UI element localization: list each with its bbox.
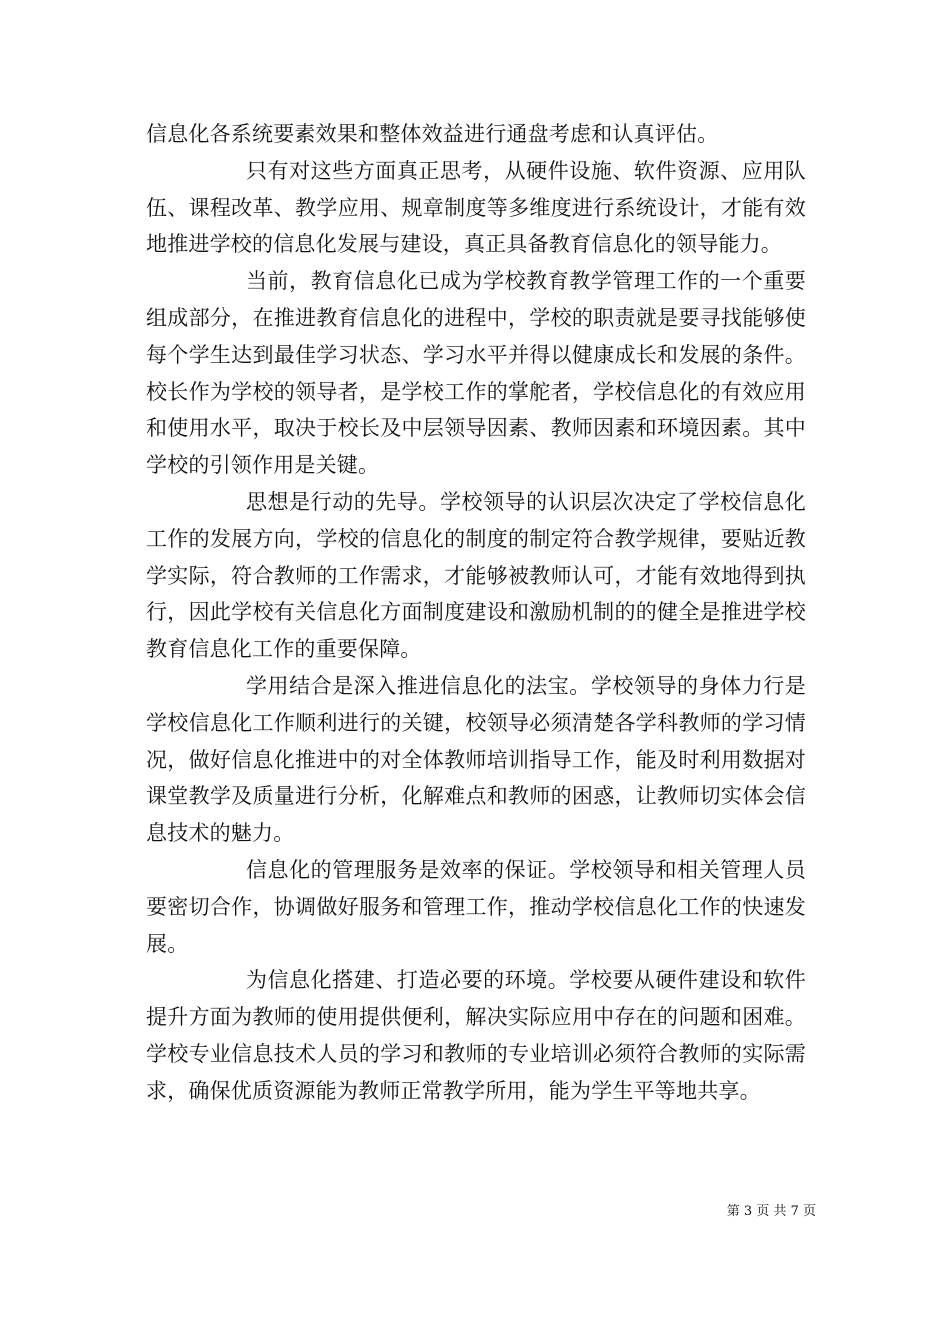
paragraph-environment: 为信息化搭建、打造必要的环境。学校要从硬件建设和软件提升方面为教师的使用提供便利，解决实际应用中存在的问题和困难。学校专业信息技术人员的学习和教师的专业培训必须符合教师的实际需求，确保优质资源能为教师正常教学所用，能为学生平等地共享。	[146, 968, 806, 1103]
document-body	[146, 116, 806, 1110]
paragraph-current-situation: 当前，教育信息化已成为学校教育教学管理工作的一个重要组成部分，在推进教育信息化的进程中，学校的职责就是要寻找能够使每个学生达到最佳学习状态、学习水平并得以健康成长和发展的条件。校长作为学校的领导者，是学校工作的掌舵者，学校信息化的有效应用和使用水平，取决于校长及中层领导因素、教师因素和环境因素。其中学校的引领作用是关键。	[146, 269, 806, 478]
paragraph-management-service: 信息化的管理服务是效率的保证。学校领导和相关管理人员要密切合作，协调做好服务和管理工作，推动学校信息化工作的快速发展。	[146, 857, 806, 956]
page-number: 第 3 页 共 7 页	[726, 1204, 816, 1219]
paragraph-continuation: 信息化各系统要素效果和整体效益进行通盘考虑和认真评估。	[146, 122, 719, 146]
paragraph-thought-guidance: 思想是行动的先导。学校领导的认识层次决定了学校信息化工作的发展方向，学校的信息化的制度的制定符合教学规律，要贴近教学实际，符合教师的工作需求，才能够被教师认可，才能有效地得到执行，因此学校有关信息化方面制度建设和激励机制的的健全是推进学校教育信息化工作的重要保障。	[146, 489, 806, 662]
paragraph-system-design: 只有对这些方面真正思考，从硬件设施、软件资源、应用队伍、课程改革、教学应用、规章制度等多维度进行系统设计，才能有效地推进学校的信息化发展与建设，真正具备教育信息化的领导能力。	[146, 158, 806, 257]
paragraph-learning-application: 学用结合是深入推进信息化的法宝。学校领导的身体力行是学校信息化工作顺利进行的关键，校领导必须清楚各学科教师的学习情况，做好信息化推进中的对全体教师培训指导工作，能及时利用数据对课堂教学及质量进行分析，化解难点和教师的困惑，让教师切实体会信息技术的魅力。	[146, 673, 806, 846]
